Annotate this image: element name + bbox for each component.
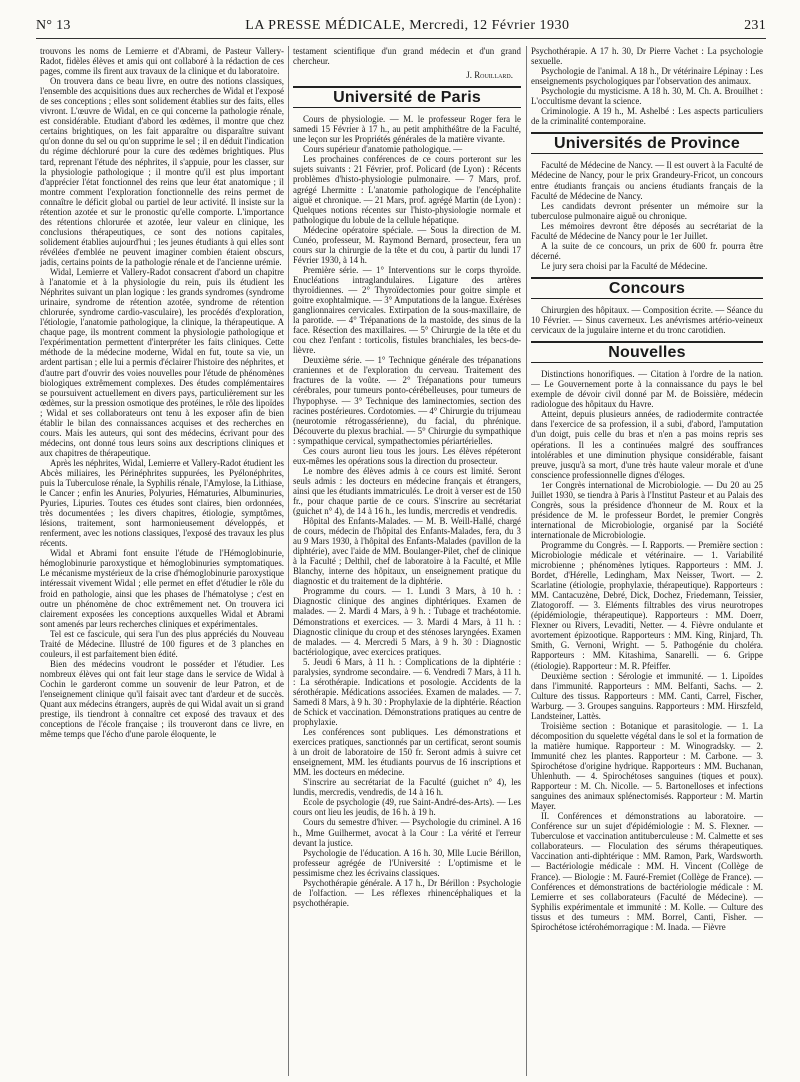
section-heading-nouvelles: Nouvelles [531,341,763,363]
column-divider [526,46,527,1076]
column-divider [288,46,289,1076]
paragraph: Les mémoires devront être déposés au secrétariat de la Faculté de Médecine de Nancy pour le 1er Juillet. [531,220,763,241]
paragraph: Psychothérapie. A 17 h. 30, Dr Pierre Vachet : La psychologie sexuelle. [531,46,763,67]
paragraph: Les candidats devront présenter un mémoire sur la tuberculose pulmonaire aiguë ou chronique. [531,200,763,221]
course-programme: 5. Jeudi 6 Mars, à 11 h. : Complications de la diphtérie : paralysies, syndrome secondaire. — 6. Vendredi 7 Mars, à 11 h. : La sérothérapie. Indications et posologie. Accidents de la sérothérapie. Médications associées. Examen de malades. — 7. Samedi 8 Mars, à 9 h. 30 : Prophylaxie de la diphtérie. Réaction de Schick et vaccination. Démonstrations pratiques au centre de prophylaxie. [293,656,521,727]
section-heading-universites-province: Universités de Province [531,132,763,154]
paragraph: testament scientifique d'un grand médecin et d'un grand chercheur. [293,46,521,67]
paragraph: II. Conférences et démonstrations au laboratoire. — Conférence sur un sujet d'épidémiologie : M. S. Flexner. — Tuberculose et vaccination antituberculeuse : M. Calmette et ses collaborateurs. — Floculation des sérums thérapeutiques. Vaccination anti-diphtérique : MM. Ramon, Park, Wardsworth. — Bactériologie médicale : MM. H. Vincent (Collège de France). — Biologie : M. Fauré-Fremiet (Collège de France). — Conférences et démonstrations de bactériologie médicale : M. Lemierre et ses collaborateurs (Faculté de Médecine). — Syphilis expérimentale et immunité : M. Kolle. — Culture des tissus et des tumeurs : MM. Borrel, Canti, Fisher. — Spirochétose ictérohémorragique : M. Inada. — Fièvre [531,811,763,932]
page-header [36,14,766,39]
course-second-series: Deuxième série. — 1° Technique générale des trépanations craniennes et de l'exploration du cerveau. Traitement des fractures de la voûte. — 2° Trépanations pour tumeurs cérébrales, pour tumeurs ponto-cérébelleuses, pour tumeurs de l'hypophyse. — 3° Technique des laminectomies, section des racines postérieures. Cordotomies. — 4° Chirurgie du trijumeau (neurotomie rétrogassérienne), du facial, du phrénique. Découverte du plexus brachial. — 5° Chirurgie du sympathique : sympathique cervical, sympathectomies périartérielles. [293,355,521,446]
course-programme: Programme du cours. — 1. Lundi 3 Mars, à 10 h. : Diagnostic clinique des angines diphtériques. Examen de malades. — 2. Mardi 4 Mars, à 9 h. : Tubage et trachéotomie. Démonstrations et exercices. — 3. Mardi 4 Mars, à 11 h. : Diagnostic clinique du croup et des sténoses laryngées. Examen de malades. — 4. Mercredi 5 Mars, à 9 h. 30 : Diagnostic bactériologique, avec exercices pratiques. [293,586,521,657]
paragraph: S'inscrire au secrétariat de la Faculté (guichet n° 4), les lundis, mercredis, vendredis, de 14 à 16 h. [293,777,521,798]
news-item-hopital-enfants: Hôpital des Enfants-Malades. — M. B. Weill-Hallé, chargé de cours, médecin de l'hôpital des Enfants-Malades, fera, du 3 au 9 Mars 1930, à l'hôpital des Enfants-Malades (pavillon de la diphtérie), avec l'aide de MM. Boulanger-Pilet, chef de clinique à la Faculté ; Delthil, chef de laboratoire à la Faculté, et Mlle Blanchy, interne des hôpitaux, un enseignement pratique du diagnostic et du traitement de la diphtérie. [293,516,521,587]
paragraph: Cours du semestre d'hiver. — Psychologie du criminel. A 16 h., Mme Guilhermet, avocat à la Cour : La vérité et l'erreur devant la justice. [293,817,521,848]
news-item-nancy: Faculté de Médecine de Nancy. — Il est ouvert à la Faculté de Médecine de Nancy, pour le prix Grandeury-Fricot, un concours entre étudiants français ou anciens étudiants français de la Faculté de Médecine de Nancy. [531,160,763,201]
paragraph: Criminologie. A 19 h., M. Ashelbé : Les aspects particuliers de la criminalité contemporaine. [531,106,763,127]
paragraph: Psychothérapie générale. A 17 h., Dr Bérillon : Psychologie de l'olfaction. — Les réflexes rhinencéphaliques et la psychothérapie. [293,877,521,908]
paragraph: A la suite de ce concours, un prix de 600 fr. pourra être décerné. [531,240,763,261]
congress-programme: Programme du Congrès. — I. Rapports. — Première section : Microbiologie médicale et vétérinaire. — 1. Variabilité microbienne ; phénomènes lytiques. Rapporteurs : MM. J. Bordet, d'Hérelle, Ledingham, Max Neisser, Twort. — 2. Scarlatine (étiologie, prophylaxie, thérapeutique). Rapporteurs : MM. Cantacuzène, Debré, Dick, Dochez, Friedemann, Teissier, Zlatogoroff. — 3. Eléments filtrables des virus neurotropes (épidémiologie, thérapeutique). Rapporteurs : MM. Doerr, Flexner ou Rivers, Levaditi, Netter. — 4. Fièvre ondulante et avortement épizootique. Rapporteurs : MM. King, Rinjard, Th. Smith, G. Vernoni, Wright. — 5. Pathogénie du choléra. Rapporteurs : MM. Kitashima, Sanarelli. — 6. Grippe (étiologie). Rapporteur : M. R. Pfeiffer. [531,539,763,671]
section-heading-universite-paris: Université de Paris [293,86,521,108]
news-item-congres: 1er Congrès international de Microbiologie. — Du 20 au 25 Juillet 1930, se tiendra à Paris à l'Institut Pasteur et au Palais des Congrès, sous la présidence d'honneur de M. Roux et la présidence de M. le professeur Bordet, le premier Congrès international de Microbiologie, organisé par la Société internationale de Microbiologie. [531,479,763,540]
paragraph: Le nombre des élèves admis à ce cours est limité. Seront seuls admis : les docteurs en médecine français et étrangers, ainsi que les étudiants immatriculés. Le droit à verser est de 150 fr., pour chaque partie de ce cours. S'inscrire au secrétariat (guichet n° 4), de 14 à 16 h., les lundis, mercredis et vendredis. [293,465,521,517]
paragraph: Psychologie de l'animal. A 18 h., Dr vétérinaire Lépinay : Les enseignements psychologiques par l'observation des animaux. [531,66,763,87]
section-heading-concours: Concours [531,277,763,299]
news-item-distinctions: Distinctions honorifiques. — Citation à l'ordre de la nation. — Le Gouvernement porte à la connaissance du pays le bel exemple de dévoir civil donné par M. de Boissière, médecin radiologue des hôpitaux du Havre. [531,369,763,410]
paragraph: Psychologie de l'éducation. A 16 h. 30, Mlle Lucie Bérillon, professeur agrégée de l'Université : L'optimisme et le pessimisme chez les écrivains classiques. [293,847,521,878]
paragraph: Deuxième section : Sérologie et immunité. — 1. Lipoïdes dans l'immunité. Rapporteurs : MM. Belfanti, Sachs. — 2. Culture des tissus. Rapporteurs : MM. Canti, Carrel, Fischer, Warburg. — 3. Groupes sanguins. Rapporteurs : MM. Hirszfeld, Landsteiner, Lattès. [531,670,763,721]
author-signature: J. Rouillard. [466,70,513,81]
paragraph: Troisième section : Botanique et parasitologie. — 1. La décomposition du squelette végétal dans le sol et la formation de la matière humique. Rapporteur : M. Winogradsky. — 2. Immunité chez les plantes. Rapporteur : M. Carbone. — 3. Spirochétose d'origine hydrique. Rapporteurs : MM. Buchanan, Uhlenhuth. — 4. Spirochétoses sanguines (tiques et poux). Rapporteur : M. Ch. Nicolle. — 5. Bartonelloses et infections sanguines des animaux splénectomisés. Rapporteur : M. Martin Mayer. [531,720,763,812]
column-2 [293,46,521,1076]
paragraph: Les conférences sont publiques. Les démonstrations et exercices pratiques, sanctionnés par un certificat, seront soumis à un droit de laboratoire de 150 fr. Seront admis à suivre cet enseignement, MM. les étudiants pourvus de 16 inscriptions et MM. les docteurs en médecine. [293,727,521,778]
news-item-physiologie: Cours de physiologie. — M. le professeur Roger fera le samedi 15 Février à 17 h., au petit amphithéâtre de la Faculté, une leçon sur les Propriétés générales de la matière vivante. [293,114,521,145]
paragraph: Widal, Lemierre et Vallery-Radot consacrent d'abord un chapitre à l'anatomie et à la physiologie du rein, puis ils étudient les Néphrites suivant un plan logique : les grands syndromes (syndrome urinaire, syndrome de rétention azotée, syndrome de rétention chlorurée, syndrome cardio-vasculaire), les procédés d'exploration, l'étiologie, l'anatomie pathologique, la clinique, la thérapeutique. A chaque page, ils montrent comment la physiologie pathologique et l'expérimentation permettent d'interpréter les faits cliniques. Cette méthode de la médecine moderne, Widal en fut, toute sa vie, un ardent partisan ; elle lui a permis d'éclairer l'histoire des néphrites, et d'autre part d'ouvrir des voies nouvelles pour l'étude de phénomènes biologiques extrêmement complexes. Des études complémentaires se poursuivent actuellement en divers pays, particulièrement sur les œdèmes, sur la pression osmotique des protéines, le rôle des lipoïdes ; Widal et ses collaborateurs ont tenu à les exposer afin de bien établir le bilan des connaissances acquises et des recherches en cours. Mais les auteurs, qui sont des médecins, écrivant pour des médecins, ont donné tous leurs soins aux descriptions cliniques et aux chapitres de thérapeutique. [40,267,284,458]
news-item-ecole-psychologie: Ecole de psychologie (49, rue Saint-André-des-Arts). — Les cours ont lieu les jeudis, de 16 h. à 19 h. [293,797,521,818]
paragraph: trouvons les noms de Lemierre et d'Abrami, de Pasteur Vallery-Radot, fidèles élèves et amis qui ont collaboré à la rédaction de ces pages, comme ils firent aux travaux de la clinique et du laboratoire. [40,46,284,77]
news-item-anatomie-heading: Cours supérieur d'anatomie pathologique. — [303,144,463,155]
paragraph: On trouvera dans ce beau livre, en outre des notions classiques, l'ensemble des acquisitions dues aux recherches de Widal et l'exposé de ses conceptions ; elles sont solidement établies sur des faits, elles vivront. L'œuvre de Widal, en ce qui concerne la pathologie rénale, est considérable. Etudiant d'abord les œdèmes, il montre que chez certains brightiques, on les fait apparaître ou disparaître suivant qu'on donne du sel ou qu'on supprime le sel ; il en déduit l'indication du régime déchloruré pour la cure des œdèmes brightiques. Plus tard, reprenant l'étude des néphrites, il s'appuie, pour les classer, sur la physiologie pathologique ; il montre qu'il est plus important d'apprécier l'état fonctionnel des reins que leur état anatomique ; il montre comment l'exploration fonctionnelle des reins permet de connaître le déficit global ou partiel de leur activité. Il insiste sur la rétention azotée et sur le pronostic qu'elle comporte. L'importance des rétentions chlorurée et azotée, leur valeur en clinique, les conclusions thérapeutiques, ce sont des notions capitales, solidement établies aujourd'hui ; les jeunes étudiants à qui elles sont révélées d'emblée ne peuvent imaginer combien étaient obscurs, jadis, certains points de la pathologie rénale et de l'ancienne urémie. [40,76,284,267]
news-item-chirurgien: Chirurgien des hôpitaux. — Composition écrite. — Séance du 10 Février. — Sinus caverneux. Les anévrismes artério-veineux cervicaux de la jugulaire interne et du tronc carotidien. [531,304,763,336]
paragraph: Atteint, depuis plusieurs années, de radiodermite contractée dans l'exercice de sa profession, il a subi, d'abord, l'amputation d'un doigt, puis celle du bras et n'en a pas moins repris ses opérations. Il les a continuées malgré des souffrances intolérables et une diminution physique considérable, faisant preuve, jusqu'à sa mort, d'une très haute valeur morale et d'une conscience professionnelle dignes d'éloges. [531,409,763,480]
column-1 [40,46,284,1076]
journal-title: LA PRESSE MÉDICALE, Mercredi, 12 Février 1930 [245,18,570,33]
paragraph: Ces cours auront lieu tous les jours. Les élèves répéteront eux-mêmes les opérations sous la direction du prosecteur. [293,445,521,466]
news-item-medecine-operatoire: Médecine opératoire spéciale. — Sous la direction de M. Cunéo, professeur, M. Raymond Bernard, prosecteur, fera un cours sur la chirurgie de la tête et du cou, à partir du lundi 17 Février 1930, à 14 h. [293,224,521,265]
page-number-left: N° 13 [36,18,71,33]
paragraph: Le jury sera choisi par la Faculté de Médecine. [541,260,708,271]
paragraph: Après les néphrites, Widal, Lemierre et Vallery-Radot étudient les Abcès miliaires, les Périnéphrites suppurées, les Pyélonéphrites, puis la Tuberculose rénale, la Syphilis rénale, l'Amylose, la Lithiase, le Cancer ; enfin les Anuries, Polyuries, Hématuries, Albuminuries, Pyuries, Lipuries. Toutes ces études sont claires, bien ordonnées, très documentées ; les divers chapitres, étiologie, symptômes, lésions, traitement, sont harmonieusement développés, et renferment, avec les notions classiques, l'exposé des travaux les plus récents. [40,457,284,549]
paragraph: Psychologie du mysticisme. A 18 h. 30, M. Ch. A. Brouilhet : L'occultisme devant la science. [531,86,763,107]
column-3 [531,46,763,1076]
news-item-anatomie: Les prochaines conférences de ce cours porteront sur les sujets suivants : 21 Février, prof. Policard (de Lyon) : Récents problèmes d'histo-physiologie pulmonaire. — 7 Mars, prof. agrégé Lhermitte : L'anatomie pathologique de l'encéphalite aiguë et chronique. — 21 Mars, prof. agrégé Martin (de Lyon) : Quelques notions récentes sur l'histo-physiologie normale et pathologique du lobule de la cellule hépatique. [293,154,521,225]
paragraph: Tel est ce fascicule, qui sera l'un des plus appréciés du Nouveau Traité de Médecine. Illustré de 100 figures et de 3 planches en couleurs, il est parfaitement bien édité. [40,628,284,659]
paragraph: Bien des médecins voudront le posséder et l'étudier. Les nombreux élèves qui ont fait leur stage dans le service de Widal à Cochin le garderont comme un souvenir de leur Patron, et de l'enseignement clinique qu'il faisait avec tant d'ardeur et de succès. Quant aux médecins étrangers, auprès de qui Widal avait un si grand prestige, ils tiendront à connaître cet exposé des travaux et des conceptions de l'école française ; ils trouveront dans ce livre, en même temps que l'écho d'une parole éloquente, le [40,658,284,740]
page-number-right: 231 [744,18,766,33]
paragraph: Widal et Abrami font ensuite l'étude de l'Hémoglobinurie, hémoglobinurie paroxystique et hémoglobinuries symptomatiques. Le mécanisme mystérieux de la crise d'hémoglobinurie paroxystique intéressait vivement Widal ; elle permet en effet d'étudier le rôle du froid en pathologie, ainsi que les phases de l'hématolyse ; c'est en outre un phénomène de choc extrêmement net. On trouvera ici clairement exposées les conceptions auxquelles Widal et Abrami sont amenés par leurs recherches cliniques et expérimentales. [40,548,284,629]
course-first-series: Première série. — 1° Interventions sur le corps thyroïde. Enucléations intraglandulaires. Ligature des artères thyroïdiennes. — 2° Thyroïdectomies pour goitre simple et goitre exophtalmique. — 3° Amputations de la langue. Exérèses ganglionnaires cervicales. Extirpation de la sous-maxillaire, de la parotide. — 4° Trépanations de la mastoïde, des sinus de la face. Résection des maxillaires. — 5° Chirurgie de la tête et du cou chez l'enfant : torticolis, fistules branchiales, les becs-de-lièvre. [293,264,521,356]
